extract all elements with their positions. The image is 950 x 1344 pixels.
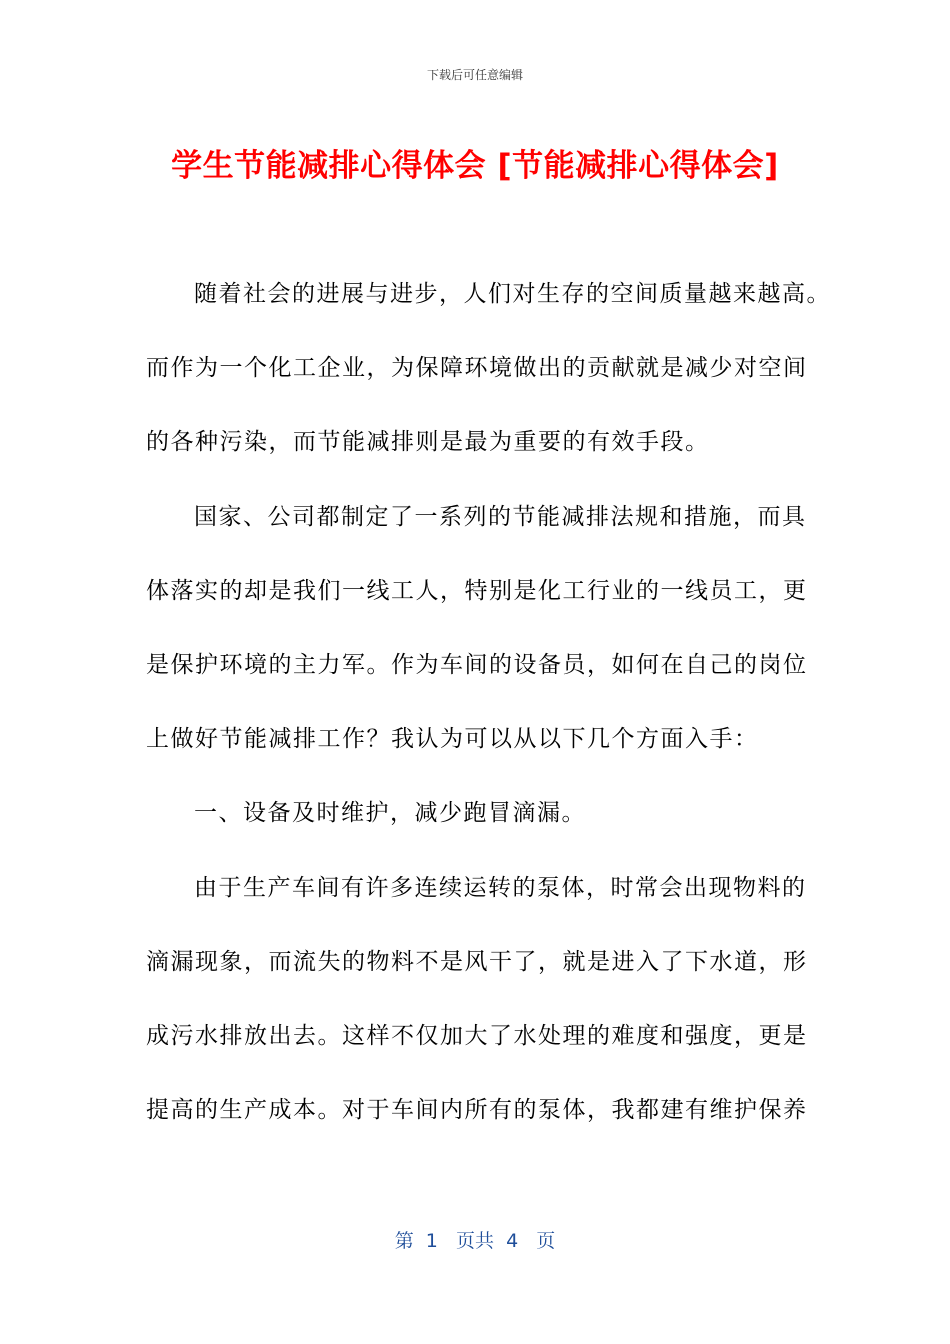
paragraph-line: 是保护环境的主力军。作为车间的设备员，如何在自己的岗位 [146, 651, 808, 678]
paragraph-line: 体落实的却是我们一线工人，特别是化工行业的一线员工，更 [146, 577, 808, 604]
paragraph-line: 提高的生产成本。对于车间内所有的泵体，我都建有维护保养 [146, 1097, 808, 1124]
paragraph-line: 成污水排放出去。这样不仅加大了水处理的难度和强度，更是 [146, 1022, 808, 1049]
paragraph-line: 的各种污染，而节能减排则是最为重要的有效手段。 [146, 429, 710, 456]
paragraph-line: 随着社会的进展与进步，人们对生存的空间质量越来越高。 [194, 281, 831, 307]
document-body [146, 278, 831, 1168]
paragraph-line: 国家、公司都制定了一系列的节能减排法规和措施，而具 [194, 503, 807, 530]
paragraph-line: 滴漏现象，而流失的物料不是风干了，就是进入了下水道，形 [146, 948, 808, 975]
section-heading: 一、设备及时维护，减少跑冒滴漏。 [194, 800, 586, 827]
paragraph-line: 而作为一个化工企业，为保障环境做出的贡献就是减少对空间 [146, 355, 808, 382]
document-title: 学生节能减排心得体会 [节能减排心得体会] [171, 148, 779, 184]
paragraph-line: 上做好节能减排工作？我认为可以从以下几个方面入手： [146, 726, 759, 753]
paragraph-line: 由于生产车间有许多连续运转的泵体，时常会出现物料的 [194, 874, 807, 901]
page-number-footer: 第 1 页共 4 页 [394, 1230, 556, 1252]
header-note: 下载后可任意编辑 [426, 68, 523, 82]
